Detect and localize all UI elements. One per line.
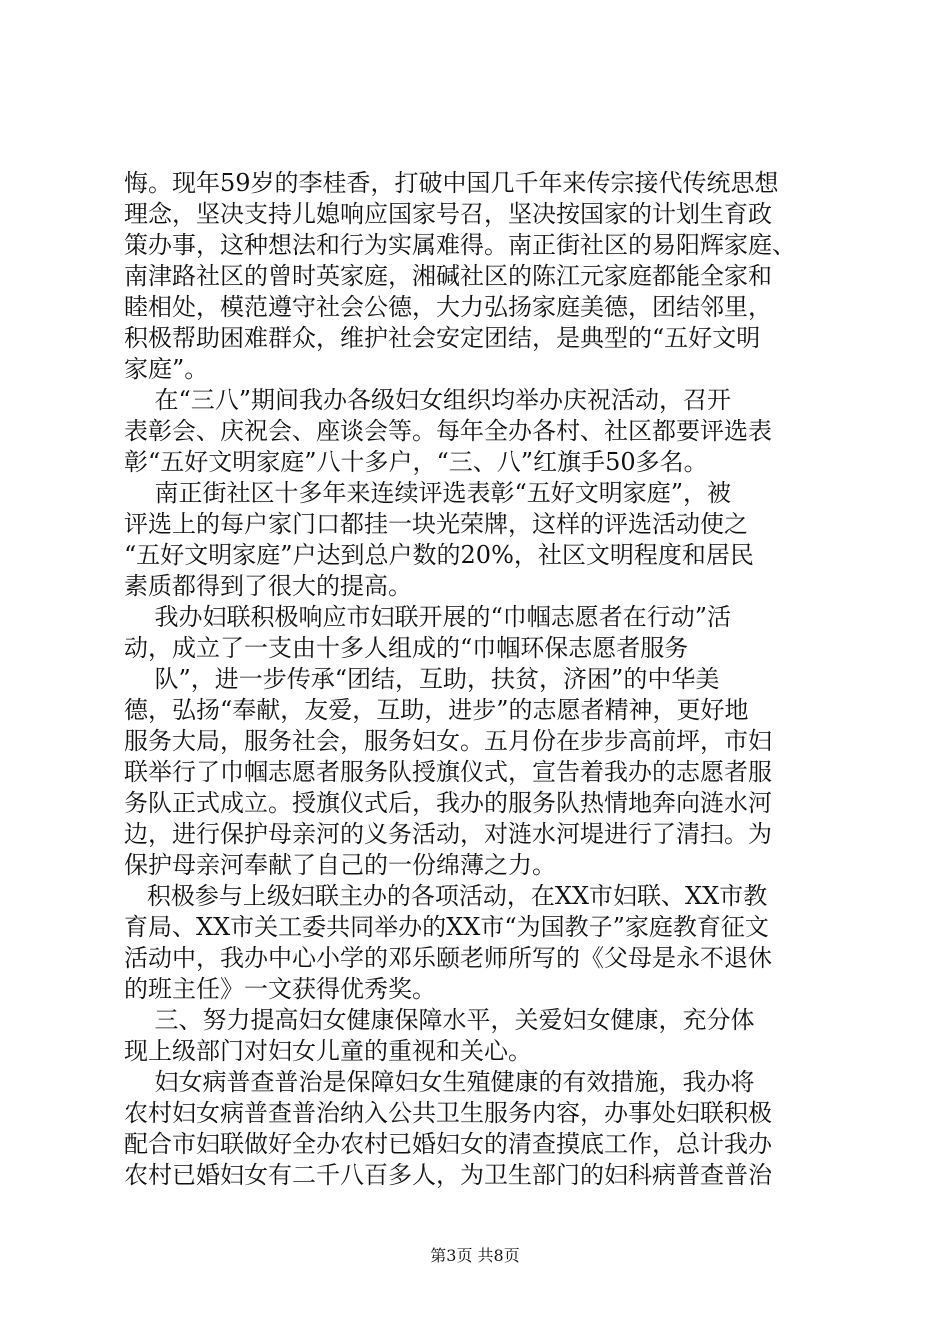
- text-line: 边，进行保护母亲河的义务活动，对涟水河堤进行了清扫。为: [124, 820, 772, 848]
- text-line: 理念，坚决支持儿媳响应国家号召，坚决按国家的计划生育政: [124, 200, 772, 228]
- text-line: 我办妇联积极响应市妇联开展的“巾帼志愿者在行动”活: [124, 603, 732, 631]
- text-line: 保护母亲河奉献了自己的一份绵薄之力。: [124, 851, 556, 879]
- text-line: 南津路社区的曾时英家庭，湘碱社区的陈江元家庭都能全家和: [124, 262, 772, 290]
- text-line: 评选上的每户家门口都挂一块光荣牌，这样的评选活动使之: [124, 510, 748, 538]
- text-line: 服务大局，服务社会，服务妇女。五月份在步步高前坪，市妇: [124, 727, 772, 755]
- text-line: 务队正式成立。授旗仪式后，我办的服务队热情地奔向涟水河: [124, 789, 772, 817]
- text-line: 南正街社区十多年来连续评选表彰“五好文明家庭”，被: [124, 479, 732, 507]
- text-line: 联举行了巾帼志愿者服务队授旗仪式，宣告着我办的志愿者服: [124, 758, 772, 786]
- text-line: 育局、XX市关工委共同举办的XX市“为国教子”家庭教育征文: [124, 913, 769, 941]
- text-line: 现上级部门对妇女儿童的重视和关心。: [124, 1037, 532, 1065]
- page-number-footer: 第3页 共8页: [430, 1246, 520, 1265]
- text-line: 配合市妇联做好全办农村已婚妇女的清查摸底工作，总计我办: [124, 1130, 772, 1158]
- text-line: 德，弘扬“奉献，友爱，互助，进步”的志愿者精神，更好地: [124, 696, 749, 724]
- body-text: [124, 168, 836, 1191]
- text-line: 活动中，我办中心小学的邓乐颐老师所写的《父母是永不退休: [124, 944, 772, 972]
- text-line: 农村妇女病普查普治纳入公共卫生服务内容，办事处妇联积极: [124, 1099, 772, 1127]
- text-line: 素质都得到了很大的提高。: [124, 572, 412, 600]
- text-line: 表彰会、庆祝会、座谈会等。每年全办各村、社区都要评选表: [124, 417, 772, 445]
- text-line: 队”，进一步传承“团结，互助，扶贫，济困”的中华美: [124, 665, 720, 693]
- text-line: 彰“五好文明家庭”八十多户，“三、八”红旗手50多名。: [124, 448, 708, 476]
- text-line: 积极帮助困难群众，维护社会安定团结，是典型的“五好文明: [124, 324, 761, 352]
- text-line: 策办事，这种想法和行为实属难得。南正街社区的易阳辉家庭、: [124, 231, 796, 259]
- text-line: 积极参与上级妇联主办的各项活动，在XX市妇联、XX市教: [124, 882, 768, 910]
- text-line: 动，成立了一支由十多人组成的“巾帼环保志愿者服务: [124, 634, 689, 662]
- text-line: 妇女病普查普治是保障妇女生殖健康的有效措施，我办将: [124, 1068, 755, 1096]
- text-line: 的班主任》一文获得优秀奖。: [124, 975, 436, 1003]
- text-line: 三、努力提高妇女健康保障水平，关爱妇女健康，充分体: [124, 1006, 755, 1034]
- text-line: “五好文明家庭”户达到总户数的20%，社区文明程度和居民: [124, 541, 754, 569]
- text-line: 在“三八”期间我办各级妇女组织均举办庆祝活动，召开: [124, 386, 732, 414]
- text-line: 悔。现年59岁的李桂香，打破中国几千年来传宗接代传统思想: [124, 169, 779, 197]
- text-line: 睦相处，模范遵守社会公德，大力弘扬家庭美德，团结邻里，: [124, 293, 772, 321]
- text-line: 家庭”。: [124, 355, 209, 383]
- text-line: 农村已婚妇女有二千八百多人，为卫生部门的妇科病普查普治: [124, 1161, 772, 1189]
